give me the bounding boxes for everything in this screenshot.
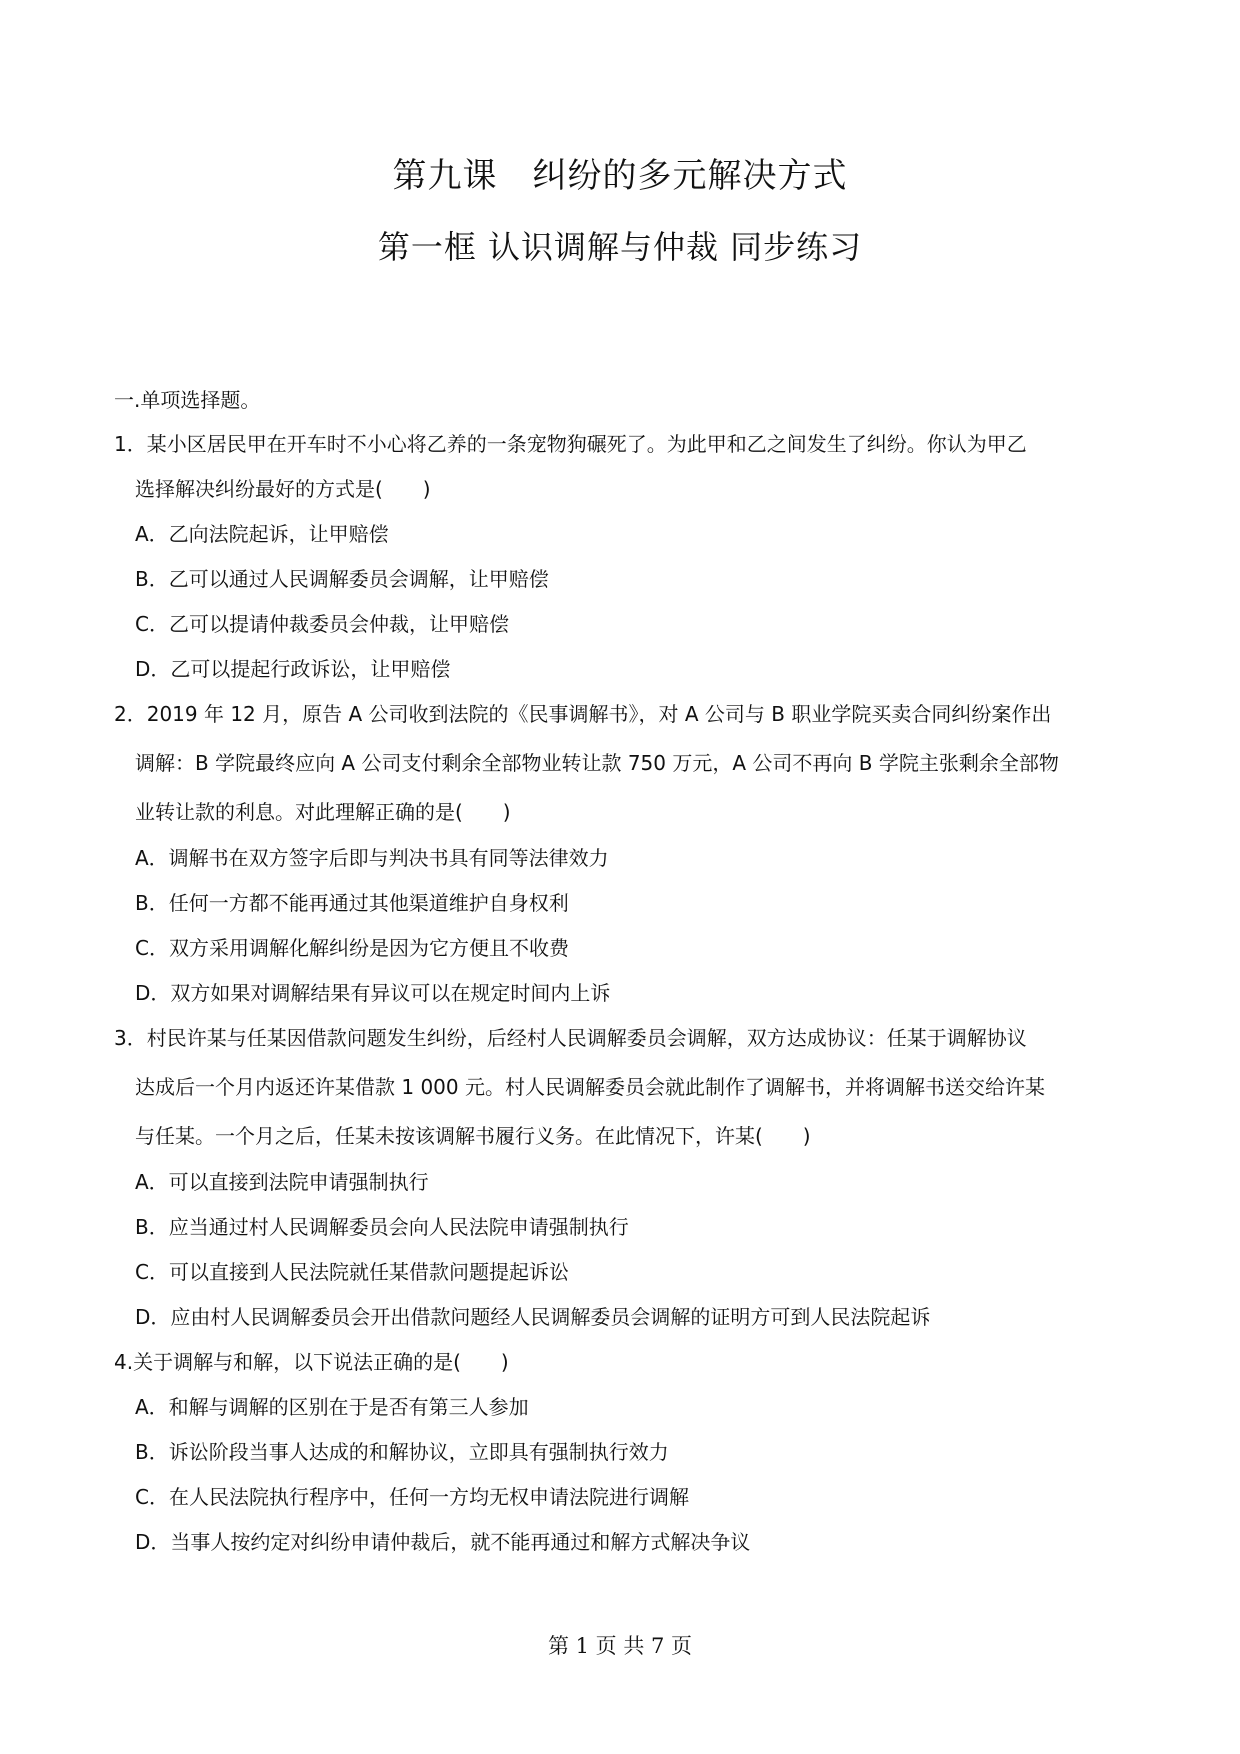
option-d: D．乙可以提起行政诉讼，让甲赔偿	[135, 657, 451, 681]
option-c: C．可以直接到人民法院就任某借款问题提起诉讼	[135, 1260, 569, 1284]
question-stem-line: 1．某小区居民甲在开车时不小心将乙养的一条宠物狗碾死了。为此甲和乙之间发生了纠纷。你认为甲乙	[114, 432, 1027, 456]
option-a: A．调解书在双方签字后即与判决书具有同等法律效力	[135, 846, 609, 870]
question-stem-line: 达成后一个月内返还许某借款 1 000 元。村人民调解委员会就此制作了调解书，并将调解书送交给许某	[135, 1075, 1045, 1099]
option-d: D．双方如果对调解结果有异议可以在规定时间内上诉	[135, 981, 611, 1005]
section-heading: 一.单项选择题。	[114, 388, 261, 412]
option-c: C．双方采用调解化解纠纷是因为它方便且不收费	[135, 936, 569, 960]
option-b: B．应当通过村人民调解委员会向人民法院申请强制执行	[135, 1215, 629, 1239]
option-a: A．和解与调解的区别在于是否有第三人参加	[135, 1395, 529, 1419]
question-stem-line: 选择解决纠纷最好的方式是( )	[135, 477, 431, 501]
question-stem-line: 4.关于调解与和解，以下说法正确的是( )	[114, 1350, 509, 1374]
option-b: B．任何一方都不能再通过其他渠道维护自身权利	[135, 891, 569, 915]
option-c: C．乙可以提请仲裁委员会仲裁，让甲赔偿	[135, 612, 509, 636]
page-title: 第九课 纠纷的多元解决方式	[392, 156, 848, 196]
option-c: C．在人民法院执行程序中，任何一方均无权申请法院进行调解	[135, 1485, 689, 1509]
question-stem-line: 调解：B 学院最终应向 A 公司支付剩余全部物业转让款 750 万元，A 公司不再向 B 学院主张剩余全部物	[135, 751, 1059, 775]
option-a: A．可以直接到法院申请强制执行	[135, 1170, 429, 1194]
question-stem-line: 2．2019 年 12 月，原告 A 公司收到法院的《民事调解书》，对 A 公司与 B 职业学院买卖合同纠纷案作出	[114, 702, 1052, 726]
option-a: A．乙向法院起诉，让甲赔偿	[135, 522, 389, 546]
question-stem-line: 与任某。一个月之后，任某未按该调解书履行义务。在此情况下，许某( )	[135, 1124, 811, 1148]
option-b: B．诉讼阶段当事人达成的和解协议，立即具有强制执行效力	[135, 1440, 669, 1464]
page-number-footer: 第 1 页 共 7 页	[547, 1634, 693, 1658]
option-d: D．当事人按约定对纠纷申请仲裁后，就不能再通过和解方式解决争议	[135, 1530, 751, 1554]
question-stem-line: 业转让款的利息。对此理解正确的是( )	[135, 800, 511, 824]
page-subtitle: 第一框 认识调解与仲裁 同步练习	[377, 228, 863, 266]
question-stem-line: 3．村民许某与任某因借款问题发生纠纷，后经村人民调解委员会调解，双方达成协议：任某于调解协议	[114, 1026, 1027, 1050]
option-d: D．应由村人民调解委员会开出借款问题经人民调解委员会调解的证明方可到人民法院起诉	[135, 1305, 931, 1329]
option-b: B．乙可以通过人民调解委员会调解，让甲赔偿	[135, 567, 549, 591]
